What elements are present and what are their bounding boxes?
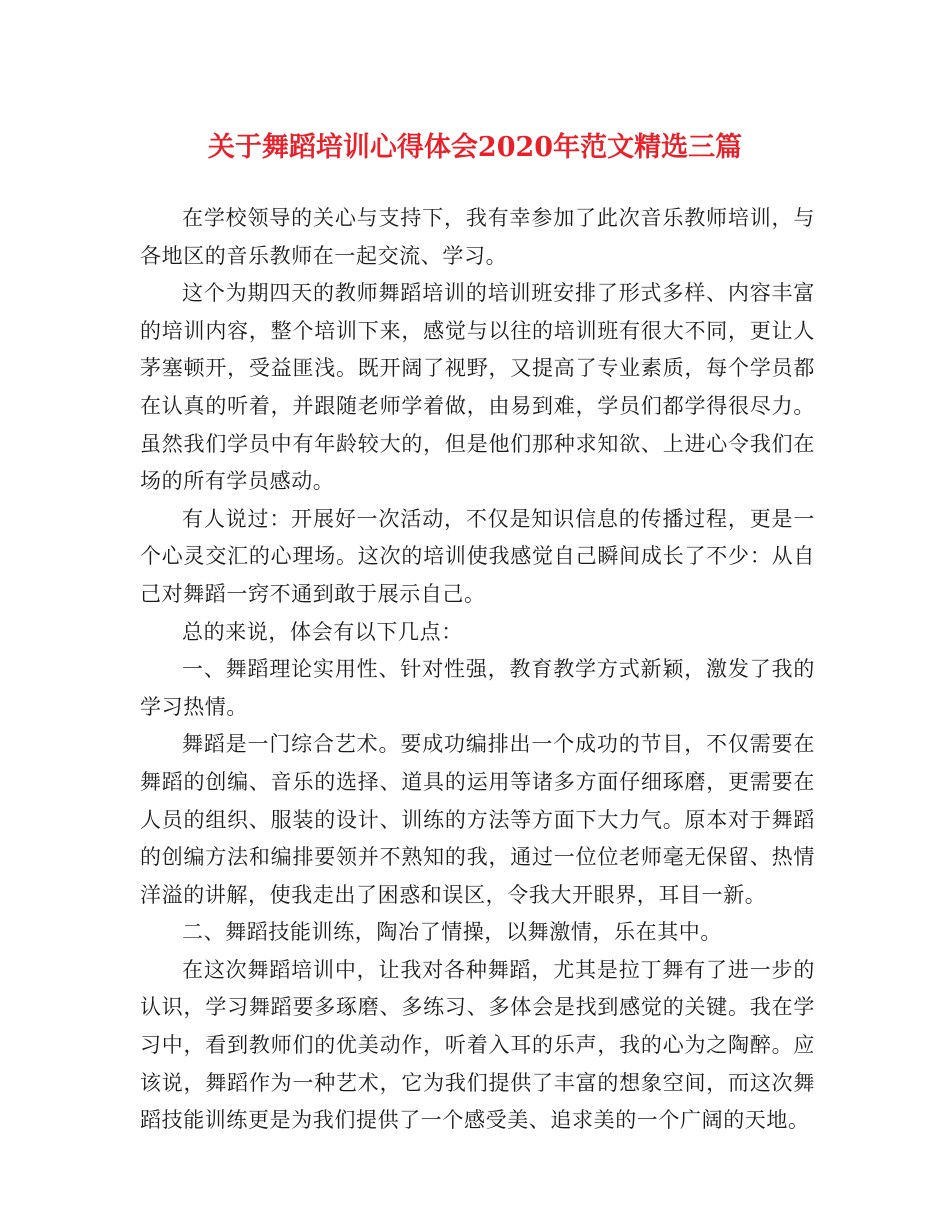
paragraph-2: 这个为期四天的教师舞蹈培训的培训班安排了形式多样、内容丰富的培训内容，整个培训下来，感觉与以往的培训班有很大不同，更让人茅塞顿开，受益匪浅。既开阔了视野，又提高了专业素质，每个学员都在认真的听着，并跟随老师学着做，由易到难，学员们都学得很尽力。虽然我们学员中有年龄较大的，但是他们那种求知欲、上进心令我们在场的所有学员感动。 (140, 281, 815, 494)
document-body (140, 200, 815, 1140)
paragraph-1: 在学校领导的关心与支持下，我有幸参加了此次音乐教师培训，与各地区的音乐教师在一起交流、学习。 (140, 206, 815, 268)
paragraph-6: 舞蹈是一门综合艺术。要成功编排出一个成功的节目，不仅需要在舞蹈的创编、音乐的选择、道具的运用等诸多方面仔细琢磨，更需要在人员的组织、服装的设计、训练的方法等方面下大力气。原本对于舞蹈的创编方法和编排要领并不熟知的我，通过一位位老师毫无保留、热情洋溢的讲解，使我走出了困惑和误区，令我大开眼界，耳目一新。 (140, 732, 815, 907)
paragraph-3: 有人说过：开展好一次活动，不仅是知识信息的传播过程，更是一个心灵交汇的心理场。这次的培训使我感觉自己瞬间成长了不少：从自己对舞蹈一窍不通到敢于展示自己。 (140, 506, 815, 606)
paragraph-5: 一、舞蹈理论实用性、针对性强，教育教学方式新颖，激发了我的学习热情。 (140, 657, 815, 719)
paragraph-7: 二、舞蹈技能训练，陶冶了情操，以舞激情，乐在其中。 (182, 920, 722, 945)
document-title: 关于舞蹈培训心得体会2020年范文精选三篇 (207, 132, 743, 163)
paragraph-4: 总的来说，体会有以下几点： (182, 619, 463, 644)
paragraph-8: 在这次舞蹈培训中，让我对各种舞蹈，尤其是拉丁舞有了进一步的认识，学习舞蹈要多琢磨、多练习、多体会是找到感觉的关键。我在学习中，看到教师们的优美动作，听着入耳的乐声，我的心为之陶醉。应该说，舞蹈作为一种艺术，它为我们提供了丰富的想象空间，而这次舞蹈技能训练更是为我们提供了一个感受美、追求美的一个广阔的天地。 (140, 957, 815, 1133)
